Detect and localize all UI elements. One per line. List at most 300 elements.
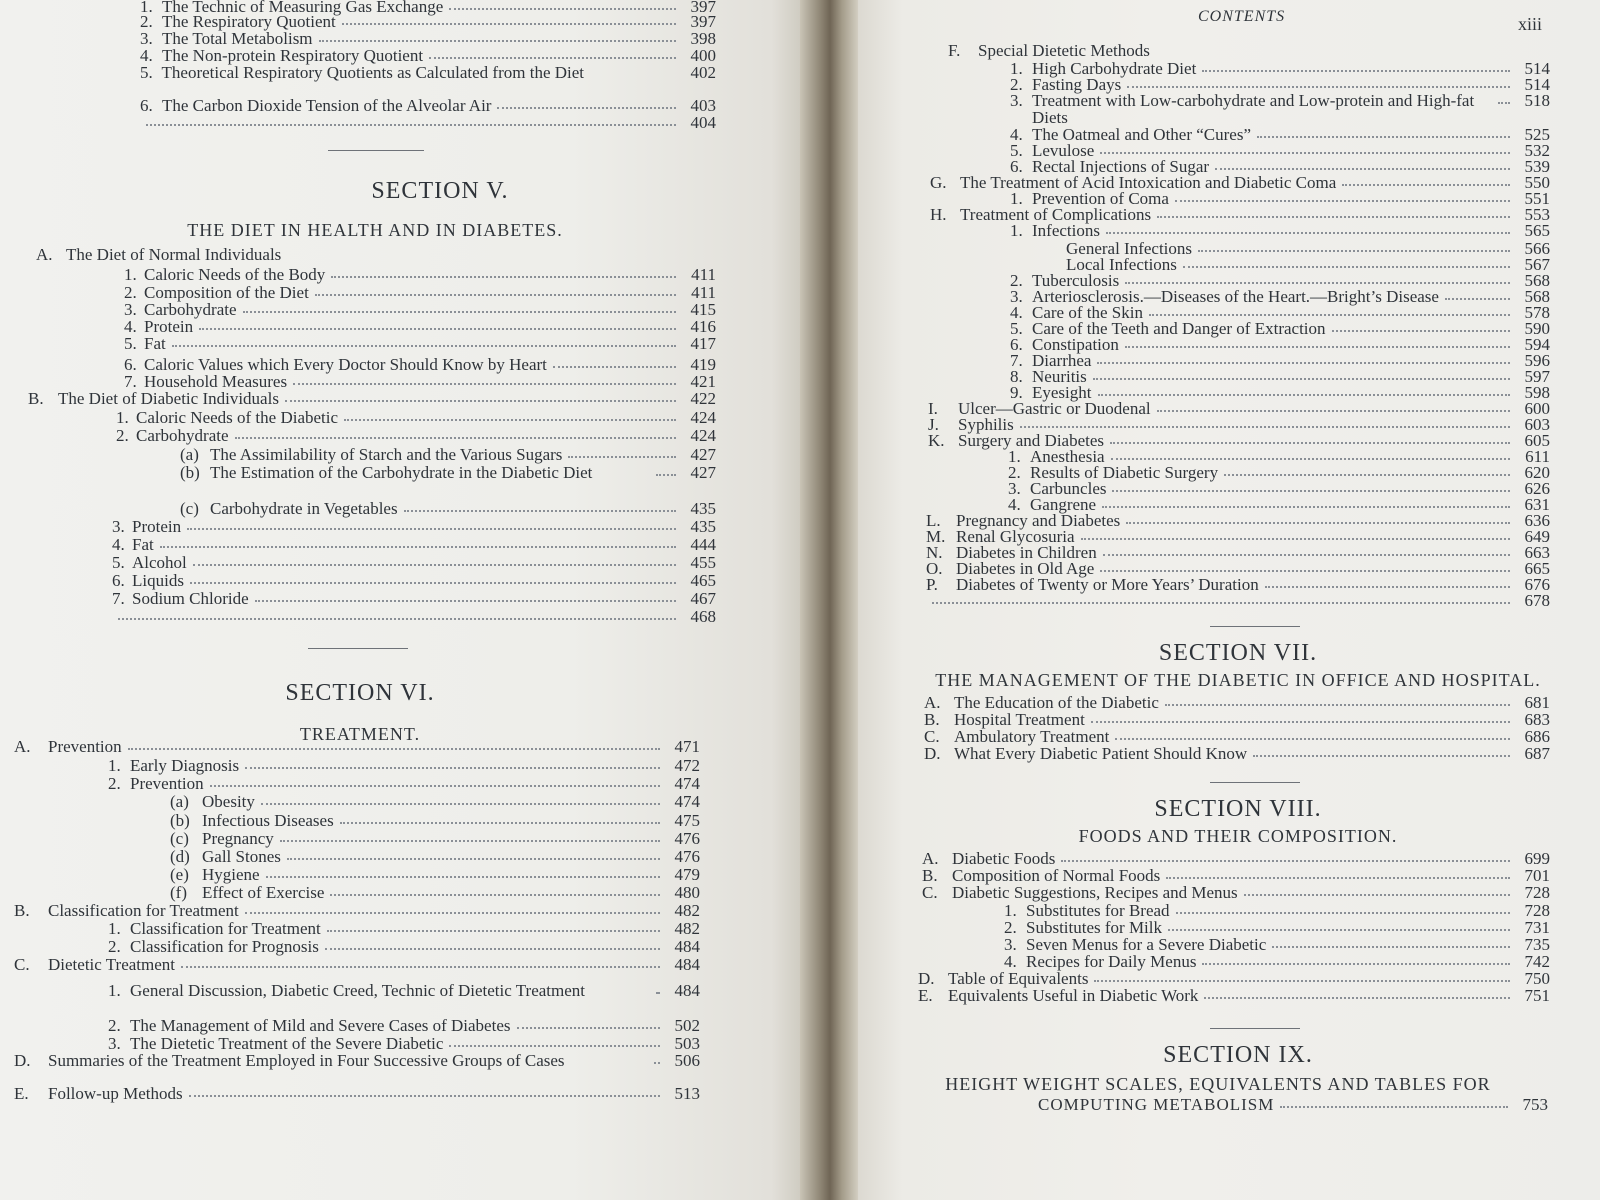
dot-leader [331, 266, 676, 278]
toc-entry [170, 830, 700, 848]
page-number: 678 [1524, 591, 1550, 610]
dot-leader [1202, 60, 1510, 72]
dot-leader [181, 956, 660, 968]
entry-title: Follow-up Methods [48, 1084, 183, 1103]
entry-title: Alcohol [132, 553, 187, 572]
dot-leader [429, 47, 676, 59]
entry-number: 7. [124, 372, 137, 391]
dot-leader [1081, 528, 1511, 540]
running-head: CONTENTS [1198, 8, 1286, 25]
entry-title: The Assimilability of Starch and the Various Sugars [210, 445, 563, 464]
section-divider [1210, 626, 1300, 627]
entry-number: B. [14, 901, 30, 920]
dot-leader [1244, 884, 1510, 896]
page-number: 472 [674, 756, 700, 775]
entry-number: O. [926, 559, 943, 578]
entry-title: The Technic of Measuring Gas Exchange [162, 0, 444, 16]
dot-leader [293, 373, 676, 385]
entry-number: 3. [1004, 935, 1017, 954]
entry-title: Anesthesia [1030, 447, 1105, 466]
entry-title: Recipes for Daily Menus [1026, 952, 1197, 971]
entry-number: 4. [1010, 125, 1023, 144]
section-heading: SECTION VIII. [1154, 796, 1322, 822]
page-number: 596 [1524, 351, 1550, 370]
dot-leader [128, 738, 660, 750]
page-number: 605 [1524, 431, 1550, 450]
dot-leader [342, 13, 676, 25]
entry-title: Classification for Treatment [130, 919, 321, 938]
toc-entry [112, 518, 716, 536]
page-number: 701 [1524, 866, 1550, 885]
entry-number: 5. [140, 63, 153, 82]
entry-number: I. [928, 399, 938, 418]
dot-leader [449, 1035, 660, 1047]
dot-leader [1103, 544, 1510, 556]
page-number: 424 [690, 408, 716, 427]
entry-title: Rectal Injections of Sugar [1032, 157, 1210, 176]
page-number: 567 [1524, 255, 1550, 274]
dot-leader [1265, 576, 1510, 588]
dot-leader [245, 902, 660, 914]
page-number: 551 [1524, 189, 1550, 208]
page-number: 751 [1524, 986, 1550, 1005]
page-number: 750 [1524, 969, 1550, 988]
book-gutter [800, 0, 860, 1200]
toc-entry [140, 64, 716, 82]
page-number: 686 [1524, 727, 1550, 746]
toc-entry [112, 572, 716, 590]
dot-leader [1115, 728, 1510, 740]
entry-number: 2. [1010, 75, 1023, 94]
entry-number: 1. [108, 919, 121, 938]
page-number: 681 [1524, 693, 1550, 712]
section-heading: SECTION IX. [1163, 1042, 1313, 1068]
dot-leader [1149, 304, 1510, 316]
entry-number: 1. [124, 265, 137, 284]
entry-title: Pregnancy and Diabetes [956, 511, 1121, 530]
dot-leader [285, 390, 676, 402]
page-number: 479 [674, 865, 700, 884]
entry-title: Summaries of the Treatment Employed in Four Successive Groups of Cases [48, 1051, 565, 1070]
dot-leader [449, 0, 676, 10]
page-number: 427 [690, 445, 716, 464]
dot-leader [1183, 256, 1510, 268]
page-number: 482 [674, 901, 700, 920]
dot-leader [261, 793, 660, 805]
page-folio: xiii [1518, 14, 1543, 34]
dot-leader [1125, 336, 1510, 348]
dot-leader [255, 590, 676, 602]
page-number: 468 [690, 607, 716, 626]
toc-entry [14, 902, 700, 920]
page-number: 474 [674, 792, 700, 811]
page-number: 753 [1522, 1095, 1548, 1114]
entry-title: Fasting Days [1032, 75, 1122, 94]
entry-title: Care of the Skin [1032, 303, 1143, 322]
entry-title: Gangrene [1030, 495, 1097, 514]
page-number: 506 [674, 1051, 700, 1070]
entry-number: (b) [170, 811, 190, 830]
dot-leader [1175, 190, 1510, 202]
page-number: 598 [1524, 383, 1550, 402]
dot-leader [1106, 222, 1510, 234]
page-number: 699 [1524, 849, 1550, 868]
page-number: 566 [1524, 239, 1550, 258]
page-number: 503 [674, 1034, 700, 1053]
section-subtitle: TREATMENT. [299, 724, 421, 744]
entry-title: Neuritis [1032, 367, 1087, 386]
page-number: 397 [690, 12, 716, 31]
dot-leader [1166, 867, 1510, 879]
dot-leader [325, 938, 660, 950]
entry-number: 3. [1010, 287, 1023, 306]
toc-entry [140, 97, 716, 115]
entry-number: 7. [112, 589, 125, 608]
entry-number: M. [926, 527, 946, 546]
entry-title: The Carbon Dioxide Tension of the Alveolar Air [162, 96, 492, 115]
dot-leader [235, 427, 676, 439]
dot-leader [1257, 126, 1510, 138]
toc-entry [924, 745, 1550, 763]
entry-number: J. [928, 415, 939, 434]
page-number: 731 [1524, 918, 1550, 937]
entry-number: 3. [1008, 479, 1021, 498]
entry-title: Diarrhea [1032, 351, 1092, 370]
toc-entry [170, 866, 700, 884]
entry-title: Hospital Treatment [954, 710, 1085, 729]
entry-number: 1. [140, 0, 153, 16]
entry-number: A. [924, 693, 941, 712]
page-number: 525 [1524, 125, 1550, 144]
section-subtitle: THE DIET IN HEALTH AND IN DIABETES. [187, 220, 563, 240]
entry-title: Household Measures [144, 372, 288, 391]
entry-title: Composition of the Diet [144, 283, 309, 302]
page-number: 514 [1524, 75, 1550, 94]
page-number: 455 [690, 553, 716, 572]
section-heading: SECTION VI. [285, 680, 435, 706]
entry-title: Diabetes in Old Age [956, 559, 1095, 578]
entry-title: Special Dietetic Methods [978, 41, 1150, 60]
entry-title: Ulcer—Gastric or Duodenal [958, 399, 1151, 418]
entry-title: The Total Metabolism [162, 29, 313, 48]
entry-number: C. [924, 727, 940, 746]
dot-leader [1342, 174, 1510, 186]
entry-title: Early Diagnosis [130, 756, 240, 775]
toc-entry [108, 920, 700, 938]
dot-leader [287, 848, 660, 860]
page-number: 411 [691, 283, 716, 302]
page-number: 578 [1524, 303, 1550, 322]
toc-entry [112, 536, 716, 554]
section-divider [1210, 782, 1300, 783]
toc-entry [1010, 222, 1550, 240]
toc-entry [14, 1085, 700, 1103]
dot-leader [1097, 352, 1510, 364]
dot-leader [1093, 368, 1510, 380]
dot-leader [1112, 480, 1510, 492]
page-number: 514 [1524, 59, 1550, 78]
dot-leader [172, 335, 676, 347]
page-number: 415 [690, 300, 716, 319]
entry-number: C. [922, 883, 938, 902]
entry-title: Composition of Normal Foods [952, 866, 1161, 885]
toc-entry [922, 884, 1550, 902]
page-number: 631 [1524, 495, 1550, 514]
page-number: 532 [1524, 141, 1550, 160]
entry-title: Carbohydrate in Vegetables [210, 499, 398, 518]
entry-title: Pregnancy [202, 829, 274, 848]
dot-leader [330, 884, 660, 896]
entry-number: B. [922, 866, 938, 885]
toc-entry [108, 775, 700, 793]
dot-leader [1126, 512, 1510, 524]
entry-title: Fat [132, 535, 154, 554]
toc-entry [112, 590, 716, 608]
entry-number: H. [930, 205, 947, 224]
dot-leader [193, 554, 676, 566]
page-number: 484 [674, 955, 700, 974]
entry-number: C. [14, 955, 30, 974]
page-number: 403 [690, 96, 716, 115]
page-number: 687 [1524, 744, 1550, 763]
entry-number: K. [928, 431, 945, 450]
page-number: 518 [1524, 91, 1550, 110]
dot-leader [1202, 953, 1510, 965]
dot-leader [1224, 464, 1510, 476]
dot-leader [266, 866, 660, 878]
entry-number: (a) [180, 445, 199, 464]
right-page [858, 0, 1600, 1200]
entry-number: 1. [116, 408, 129, 427]
toc-entry [28, 390, 716, 408]
page-number: 482 [674, 919, 700, 938]
entry-number: 3. [124, 300, 137, 319]
page-number: 484 [674, 981, 700, 1000]
entry-title: Results of Diabetic Surgery [1030, 463, 1219, 482]
section-divider [328, 150, 424, 151]
dot-leader [1125, 272, 1510, 284]
entry-title: Obesity [202, 792, 255, 811]
entry-title: Prevention of Coma [1032, 189, 1169, 208]
entry-number: 4. [112, 535, 125, 554]
page-number: 502 [674, 1016, 700, 1035]
page-number: 465 [690, 571, 716, 590]
entry-number: 1. [1004, 901, 1017, 920]
page-number: 398 [690, 29, 716, 48]
entry-number: 2. [124, 283, 137, 302]
entry-number: 4. [140, 46, 153, 65]
dot-leader [280, 830, 660, 842]
entry-number: 6. [112, 571, 125, 590]
page-number: 611 [1525, 447, 1550, 466]
entry-title: General Infections [1066, 239, 1193, 258]
dot-leader [1280, 1096, 1508, 1108]
entry-title: Effect of Exercise [202, 883, 325, 902]
section-heading: SECTION VII. [1158, 640, 1318, 666]
dot-leader [210, 775, 660, 787]
entry-title: Ambulatory Treatment [954, 727, 1110, 746]
entry-title: Substitutes for Bread [1026, 901, 1170, 920]
page-number: 636 [1524, 511, 1550, 530]
section-divider [1210, 1028, 1300, 1029]
dot-leader [1332, 320, 1510, 332]
dot-leader [190, 572, 676, 584]
entry-number: 2. [108, 937, 121, 956]
dot-leader [327, 920, 660, 932]
dot-leader [243, 301, 676, 313]
entry-title: The Treatment of Acid Intoxication and Diabetic Coma [960, 173, 1337, 192]
toc-entry [170, 793, 700, 811]
entry-title: Surgery and Diabetes [958, 431, 1105, 450]
page-number: 476 [674, 829, 700, 848]
entry-number: 1. [108, 981, 121, 1000]
page-number: 553 [1524, 205, 1550, 224]
dot-leader [654, 1052, 660, 1064]
page-number: 590 [1524, 319, 1550, 338]
page-number: 676 [1524, 575, 1550, 594]
entry-number: 4. [1008, 495, 1021, 514]
entry-number: L. [926, 511, 941, 530]
page-number: 735 [1524, 935, 1550, 954]
entry-number: (b) [180, 463, 200, 482]
toc-entry [926, 592, 1550, 610]
entry-number: D. [924, 744, 941, 763]
entry-number: D. [14, 1051, 31, 1070]
page-number: 742 [1524, 952, 1550, 971]
page-number: 665 [1524, 559, 1550, 578]
entry-number: 9. [1010, 383, 1023, 402]
entry-title: The Oatmeal and Other “Cures” [1032, 125, 1252, 144]
entry-title: Classification for Prognosis [130, 937, 319, 956]
entry-number: (c) [170, 829, 189, 848]
section-subtitle: COMPUTING METABOLISM [1038, 1095, 1275, 1114]
section-divider [308, 648, 408, 649]
page-number: 427 [690, 463, 716, 482]
page-number: 600 [1524, 399, 1550, 418]
toc-entry [108, 1017, 700, 1035]
dot-leader [319, 30, 676, 42]
page-number: 484 [674, 937, 700, 956]
entry-title: Arteriosclerosis.—Diseases of the Heart.—Bright’s Disease [1032, 287, 1439, 306]
section-subtitle: FOODS AND THEIR COMPOSITION. [1078, 826, 1398, 846]
dot-leader [1091, 711, 1510, 723]
dot-leader [1165, 694, 1510, 706]
entry-title: Dietetic Treatment [48, 955, 176, 974]
page-number: 435 [690, 517, 716, 536]
page-number: 422 [690, 389, 716, 408]
entry-number: 7. [1010, 351, 1023, 370]
entry-title: The Diet of Diabetic Individuals [58, 389, 279, 408]
toc-entry [116, 409, 716, 427]
entry-title: Tuberculosis [1032, 271, 1120, 290]
entry-number: (d) [170, 847, 190, 866]
entry-number: 2. [1004, 918, 1017, 937]
page-number: 421 [690, 372, 716, 391]
entry-title: Diabetes in Children [956, 543, 1097, 562]
page-number: 663 [1524, 543, 1550, 562]
toc-entry [170, 884, 700, 902]
page-number: 411 [691, 265, 716, 284]
toc-entry [108, 757, 700, 775]
page-number: 539 [1524, 157, 1550, 176]
page-number: 402 [690, 63, 716, 82]
page-number: 444 [690, 535, 716, 554]
dot-leader [1061, 850, 1510, 862]
page-number: 550 [1524, 173, 1550, 192]
dot-leader [340, 812, 660, 824]
entry-number: 6. [1010, 335, 1023, 354]
entry-number: 1. [1010, 59, 1023, 78]
dot-leader [1098, 384, 1511, 396]
dot-leader [1176, 902, 1510, 914]
toc-entry [112, 608, 716, 626]
entry-number: 6. [124, 355, 137, 374]
entry-number: 4. [1004, 952, 1017, 971]
entry-title: Protein [132, 517, 182, 536]
entry-number: A. [14, 737, 31, 756]
dot-leader [1215, 158, 1510, 170]
entry-number: 5. [1010, 319, 1023, 338]
page-number: 568 [1524, 287, 1550, 306]
entry-title: Substitutes for Milk [1026, 918, 1163, 937]
dot-leader [1168, 919, 1510, 931]
page-number: 416 [690, 317, 716, 336]
entry-title: The Diet of Normal Individuals [66, 245, 282, 264]
page-number: 400 [690, 46, 716, 65]
entry-title: Eyesight [1032, 383, 1092, 402]
entry-number: 2. [140, 12, 153, 31]
entry-title: Seven Menus for a Severe Diabetic [1026, 935, 1267, 954]
entry-title: High Carbohydrate Diet [1032, 59, 1197, 78]
section-subtitle: HEIGHT WEIGHT SCALES, EQUIVALENTS AND TABLES FOR [945, 1074, 1491, 1094]
entry-number: 5. [124, 334, 137, 353]
entry-number: A. [922, 849, 939, 868]
entry-title: Carbuncles [1030, 479, 1107, 498]
entry-number: 6. [1010, 157, 1023, 176]
entry-number: B. [924, 710, 940, 729]
page-number: 480 [674, 883, 700, 902]
dot-leader [404, 500, 676, 512]
entry-number: B. [28, 389, 44, 408]
entry-number: 1. [1010, 189, 1023, 208]
dot-leader [199, 318, 676, 330]
page-number: 424 [690, 426, 716, 445]
entry-title: Prevention [130, 774, 204, 793]
dot-leader [160, 536, 676, 548]
entry-title: Protein [144, 317, 194, 336]
entry-title: Infections [1032, 221, 1100, 240]
entry-title: Prevention [48, 737, 122, 756]
entry-title: Fat [144, 334, 166, 353]
page-number: 603 [1524, 415, 1550, 434]
dot-leader [344, 409, 676, 421]
entry-title: Sodium Chloride [132, 589, 249, 608]
page-number: 476 [674, 847, 700, 866]
page-number: 649 [1524, 527, 1550, 546]
page-number: 419 [690, 355, 716, 374]
page-number: 467 [690, 589, 716, 608]
toc-entry [36, 246, 716, 264]
section-subtitle: THE MANAGEMENT OF THE DIABETIC IN OFFICE AND HOSPITAL. [935, 670, 1541, 690]
entry-title: Gall Stones [202, 847, 281, 866]
dot-leader [517, 1017, 661, 1029]
dot-leader [1253, 745, 1510, 757]
toc-entry [14, 1052, 700, 1070]
entry-title: General Discussion, Diabetic Creed, Technic of Dietetic Treatment [130, 981, 585, 1000]
dot-leader [1100, 142, 1510, 154]
entry-number: 3. [1010, 91, 1023, 110]
entry-number: 1. [1010, 221, 1023, 240]
